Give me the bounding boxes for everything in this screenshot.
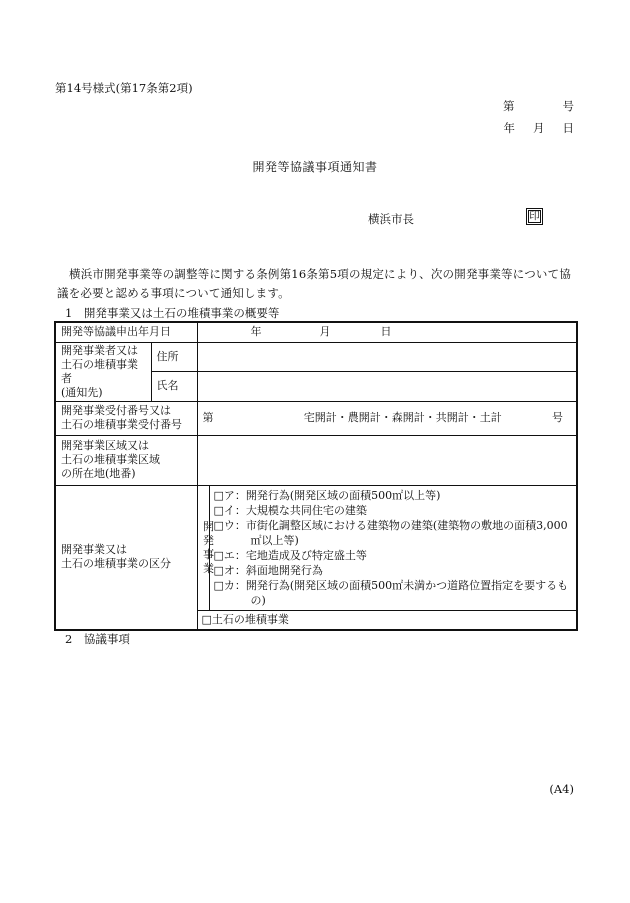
number-prefix: 第 bbox=[503, 99, 515, 113]
option-ka-checkbox[interactable]: □カ：開発行為(開発区域の面積500㎡未満かつ道路位置指定を要するもの) bbox=[213, 578, 569, 607]
location-field[interactable] bbox=[197, 435, 577, 485]
paper-size-label: (A4) bbox=[549, 782, 574, 796]
receipt-label: 開発事業受付番号又は 土石の堆積事業受付番号 bbox=[55, 401, 197, 435]
issuer-name: 横浜市長 bbox=[368, 212, 414, 226]
address-field[interactable] bbox=[197, 342, 577, 372]
date-field-month: 月 bbox=[319, 325, 331, 339]
date-month: 月 bbox=[533, 121, 545, 135]
section2-title: 2 協議事項 bbox=[65, 632, 130, 646]
name-field[interactable] bbox=[197, 372, 577, 402]
address-label: 住所 bbox=[151, 342, 197, 372]
overview-table bbox=[54, 321, 578, 631]
form-code: 第14号様式(第17条第2項) bbox=[55, 81, 193, 95]
receipt-suffix: 号 bbox=[552, 411, 563, 424]
seal-mark: 印 bbox=[526, 208, 543, 225]
location-label: 開発事業区域又は 土石の堆積事業区域 の所在地(地番) bbox=[55, 435, 197, 485]
date-year: 年 bbox=[503, 121, 515, 135]
row-application-date bbox=[55, 322, 577, 342]
option-a-checkbox[interactable]: □ア：開発行為(開発区域の面積500㎡以上等) bbox=[213, 488, 441, 502]
row-location bbox=[55, 435, 577, 485]
row-category-dev bbox=[55, 485, 577, 610]
category-label: 開発事業又は 土石の堆積事業の区分 bbox=[55, 485, 197, 630]
date-day: 日 bbox=[562, 121, 574, 135]
row-receipt-number bbox=[55, 401, 577, 435]
option-i-checkbox[interactable]: □イ：大規模な共同住宅の建築 bbox=[213, 503, 367, 517]
dev-vertical-label: 開 発 事 業 bbox=[197, 485, 209, 610]
date-field-day: 日 bbox=[380, 325, 392, 339]
body-text: 横浜市開発事業等の調整等に関する条例第16条第5項の規定により、次の開発事業等について協議を必要と認める事項について通知します。 bbox=[57, 267, 572, 300]
page-title: 開発等協議事項通知書 bbox=[252, 160, 378, 174]
dev-options bbox=[209, 485, 577, 610]
option-u-checkbox[interactable]: □ウ：市街化調整区域における建築物の建築(建築物の敷地の面積3,000㎡以上等) bbox=[213, 518, 568, 547]
number-suffix: 号 bbox=[562, 99, 574, 113]
date-label: 開発等協議申出年月日 bbox=[55, 322, 197, 342]
row-applicant-address bbox=[55, 342, 577, 372]
option-e-checkbox[interactable]: □エ：宅地造成及び特定盛土等 bbox=[213, 548, 367, 562]
section1-title: 1 開発事業又は土石の堆積事業の概要等 bbox=[65, 306, 280, 320]
receipt-prefix: 第 bbox=[202, 411, 214, 424]
name-label: 氏名 bbox=[151, 372, 197, 402]
date-field-year: 年 bbox=[250, 325, 262, 339]
applicant-label: 開発事業者又は 土石の堆積事業者 (通知先) bbox=[55, 342, 151, 401]
document-number bbox=[454, 98, 574, 114]
document-date bbox=[504, 120, 575, 136]
soil-option-checkbox[interactable]: □土石の堆積事業 bbox=[197, 610, 577, 630]
receipt-types: 宅開計・農開計・森開計・共開計・土計 bbox=[303, 411, 502, 424]
option-o-checkbox[interactable]: □オ：斜面地開発行為 bbox=[213, 563, 323, 577]
date-field[interactable] bbox=[197, 322, 577, 342]
receipt-field[interactable] bbox=[197, 401, 577, 435]
